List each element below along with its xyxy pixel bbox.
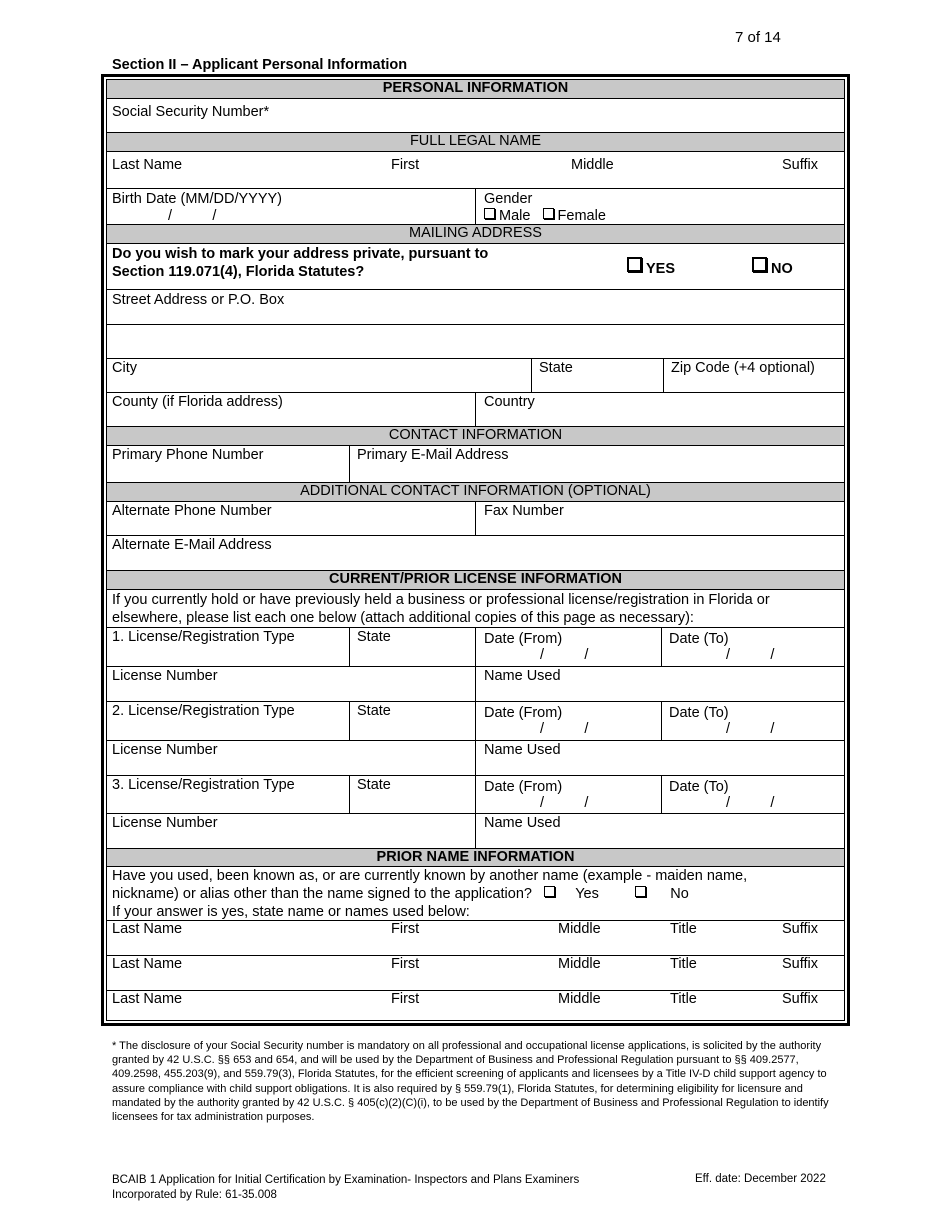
license-number-field[interactable] xyxy=(107,667,475,701)
form-footer-left xyxy=(112,1173,579,1202)
female-checkbox[interactable] xyxy=(543,208,554,219)
prior-name-question xyxy=(107,867,844,921)
ssn-field[interactable] xyxy=(107,99,844,133)
license-intro xyxy=(107,590,844,628)
primary-email-field[interactable] xyxy=(349,446,844,482)
suffix-label: Suffix xyxy=(782,157,819,173)
license-number-field[interactable] xyxy=(107,741,475,775)
alternate-contact-row xyxy=(107,502,844,536)
section-title: Section II – Applicant Personal Information xyxy=(112,57,408,73)
city-state-zip-row xyxy=(107,359,844,393)
prior-middle-name-label: Middle xyxy=(558,921,601,937)
prior-suffix-label: Suffix xyxy=(782,956,819,972)
prior-name-no-checkbox[interactable] xyxy=(635,886,646,897)
county-label: County (if Florida address) xyxy=(112,394,283,410)
prior-title-label: Title xyxy=(670,921,697,937)
license-intro-line1: If you currently hold or have previously held a business or professional license/registration in Florida or xyxy=(112,592,770,608)
license-information-header: CURRENT/PRIOR LICENSE INFORMATION xyxy=(107,571,844,590)
name-used-field[interactable] xyxy=(475,814,844,848)
license-number-label: License Number xyxy=(112,742,218,758)
prior-name-row-1[interactable] xyxy=(107,921,844,956)
personal-information-header: PERSONAL INFORMATION xyxy=(107,80,844,99)
date-to-slashes: / / xyxy=(726,647,775,663)
name-used-label: Name Used xyxy=(484,742,561,758)
zip-code-field[interactable] xyxy=(663,359,844,392)
license-state-label: State xyxy=(357,629,391,645)
prior-name-row-3[interactable] xyxy=(107,991,844,1025)
name-used-label: Name Used xyxy=(484,815,561,831)
date-from-field[interactable] xyxy=(475,628,662,666)
alternate-phone-label: Alternate Phone Number xyxy=(112,503,272,519)
private-no-label: NO xyxy=(771,261,793,277)
page-number: 7 of 14 xyxy=(735,29,781,46)
effective-date: Eff. date: December 2022 xyxy=(695,1173,826,1185)
birth-date-label: Birth Date (MM/DD/YYYY) xyxy=(112,191,282,207)
rule-reference: Incorporated by Rule: 61-35.008 xyxy=(112,1188,277,1201)
date-from-label: Date (From) xyxy=(484,631,563,647)
date-to-label: Date (To) xyxy=(669,779,729,795)
prior-suffix-label: Suffix xyxy=(782,921,819,937)
license-type-label: 3. License/Registration Type xyxy=(112,777,295,793)
license-number-row-1 xyxy=(107,667,844,702)
form-frame xyxy=(101,74,850,1026)
license-number-row-3 xyxy=(107,814,844,849)
prior-first-name-label: First xyxy=(391,921,420,937)
license-state-field[interactable] xyxy=(349,776,476,813)
license-type-label: 1. License/Registration Type xyxy=(112,629,295,645)
male-label: Male xyxy=(499,208,531,224)
prior-last-name-label: Last Name xyxy=(112,991,183,1007)
license-entry-1-row xyxy=(107,628,844,667)
county-country-row xyxy=(107,393,844,427)
state-label: State xyxy=(539,360,573,376)
date-from-field[interactable] xyxy=(475,776,662,813)
prior-name-header: PRIOR NAME INFORMATION xyxy=(107,849,844,867)
primary-phone-field[interactable] xyxy=(107,446,349,482)
prior-name-question-line3: If your answer is yes, state name or names used below: xyxy=(112,904,470,920)
ssn-label: Social Security Number* xyxy=(112,104,270,120)
ssn-disclosure-footnote: * The disclosure of your Social Security number is mandatory on all professional and occupational license applications, is solicited by the authority granted by 42 U.S.C. §§ 653 and 654, and will be used by the Department of Business and Professional Regulation pursuant to §§ 409.2577, 409.2598, 455.203(9), and 559.79(3), Florida Statutes, for the efficient screening of applicants and licensees by a Title IV-D child support agency to assure compliance with child support obligations. It is also required by § 559.79(1), Florida Statutes, for determining eligibility for licensure and mandated by the authority granted by 42 U.S.C. § 405(c)(2)(C)(i), to be used by the Department of Business and Professional Regulation to identify licensees for tax administration purposes. xyxy=(112,1040,829,1124)
name-used-label: Name Used xyxy=(484,668,561,684)
license-type-field[interactable] xyxy=(107,776,349,813)
license-entry-3-row xyxy=(107,776,844,814)
first-name-label: First xyxy=(391,157,420,173)
date-from-slashes: / / xyxy=(540,647,589,663)
license-entry-2-row xyxy=(107,702,844,741)
license-state-label: State xyxy=(357,777,391,793)
prior-suffix-label: Suffix xyxy=(782,991,819,1007)
country-label: Country xyxy=(484,394,535,410)
private-no-checkbox[interactable] xyxy=(752,257,767,272)
private-yes-checkbox[interactable] xyxy=(627,257,642,272)
form-name: BCAIB 1 Application for Initial Certification by Examination- Inspectors and Plans Examiners xyxy=(112,1174,580,1186)
date-to-field[interactable] xyxy=(661,628,844,666)
prior-name-question-line2: nickname) or alias other than the name signed to the application? xyxy=(112,886,532,902)
prior-title-label: Title xyxy=(670,991,697,1007)
prior-last-name-label: Last Name xyxy=(112,956,183,972)
full-legal-name-field[interactable] xyxy=(107,152,844,189)
license-number-label: License Number xyxy=(112,815,218,831)
prior-last-name-label: Last Name xyxy=(112,921,183,937)
fax-field[interactable] xyxy=(475,502,844,535)
date-from-label: Date (From) xyxy=(484,705,563,721)
state-field[interactable] xyxy=(531,359,664,392)
female-label: Female xyxy=(557,208,606,224)
last-name-label: Last Name xyxy=(112,157,183,173)
zip-code-label: Zip Code (+4 optional) xyxy=(671,360,815,376)
date-to-field[interactable] xyxy=(661,702,844,740)
form-body xyxy=(106,79,845,1021)
contact-information-header: CONTACT INFORMATION xyxy=(107,427,844,446)
gender-label: Gender xyxy=(484,191,533,207)
license-intro-line2: elsewhere, please list each one below (attach additional copies of this page as necessary): xyxy=(112,610,694,626)
date-from-field[interactable] xyxy=(475,702,662,740)
license-state-field[interactable] xyxy=(349,702,476,740)
address-private-question-line1: Do you wish to mark your address private, pursuant to xyxy=(112,246,489,262)
date-to-slashes: / / xyxy=(726,795,775,811)
license-number-row-2 xyxy=(107,741,844,776)
gender-field xyxy=(475,189,844,224)
primary-contact-row xyxy=(107,446,844,483)
date-to-field[interactable] xyxy=(661,776,844,813)
full-legal-name-header: FULL LEGAL NAME xyxy=(107,133,844,152)
county-field[interactable] xyxy=(107,393,475,426)
name-used-field[interactable] xyxy=(475,667,844,701)
primary-email-label: Primary E-Mail Address xyxy=(357,447,509,463)
address-private-question-line2: Section 119.071(4), Florida Statutes? xyxy=(112,264,365,280)
license-type-field[interactable] xyxy=(107,628,349,666)
prior-middle-name-label: Middle xyxy=(558,991,601,1007)
license-state-field[interactable] xyxy=(349,628,476,666)
date-from-slashes: / / xyxy=(540,721,589,737)
middle-name-label: Middle xyxy=(571,157,614,173)
prior-middle-name-label: Middle xyxy=(558,956,601,972)
license-type-label: 2. License/Registration Type xyxy=(112,703,295,719)
prior-name-yes-label: Yes xyxy=(575,886,599,902)
prior-name-row-2[interactable] xyxy=(107,956,844,991)
male-checkbox[interactable] xyxy=(484,208,495,219)
date-to-label: Date (To) xyxy=(669,705,729,721)
address-private-row xyxy=(107,244,844,290)
alternate-email-label: Alternate E-Mail Address xyxy=(112,537,272,553)
fax-label: Fax Number xyxy=(484,503,564,519)
private-yes-label: YES xyxy=(646,261,676,277)
date-to-label: Date (To) xyxy=(669,631,729,647)
alternate-email-field[interactable] xyxy=(107,536,844,571)
country-field[interactable] xyxy=(475,393,844,426)
street-address-line2-field[interactable] xyxy=(107,325,844,359)
prior-first-name-label: First xyxy=(391,991,420,1007)
city-label: City xyxy=(112,360,137,376)
prior-name-no-label: No xyxy=(670,886,689,902)
date-to-slashes: / / xyxy=(726,721,775,737)
date-from-label: Date (From) xyxy=(484,779,563,795)
street-address-label: Street Address or P.O. Box xyxy=(112,292,285,308)
prior-first-name-label: First xyxy=(391,956,420,972)
name-used-field[interactable] xyxy=(475,741,844,775)
license-number-label: License Number xyxy=(112,668,218,684)
birth-gender-row xyxy=(107,189,844,225)
street-address-field[interactable] xyxy=(107,290,844,325)
license-state-label: State xyxy=(357,703,391,719)
primary-phone-label: Primary Phone Number xyxy=(112,447,264,463)
city-field[interactable] xyxy=(107,359,531,392)
prior-name-question-line1: Have you used, been known as, or are currently known by another name (example - maiden name, xyxy=(112,868,748,884)
additional-contact-header: ADDITIONAL CONTACT INFORMATION (OPTIONAL) xyxy=(107,483,844,502)
birth-date-slashes: / / xyxy=(168,208,217,224)
date-from-slashes: / / xyxy=(540,795,589,811)
prior-name-yes-checkbox[interactable] xyxy=(544,886,555,897)
license-number-field[interactable] xyxy=(107,814,475,848)
prior-title-label: Title xyxy=(670,956,697,972)
birth-date-field[interactable] xyxy=(107,189,475,224)
alternate-phone-field[interactable] xyxy=(107,502,475,535)
license-type-field[interactable] xyxy=(107,702,349,740)
mailing-address-header: MAILING ADDRESS xyxy=(107,225,844,244)
